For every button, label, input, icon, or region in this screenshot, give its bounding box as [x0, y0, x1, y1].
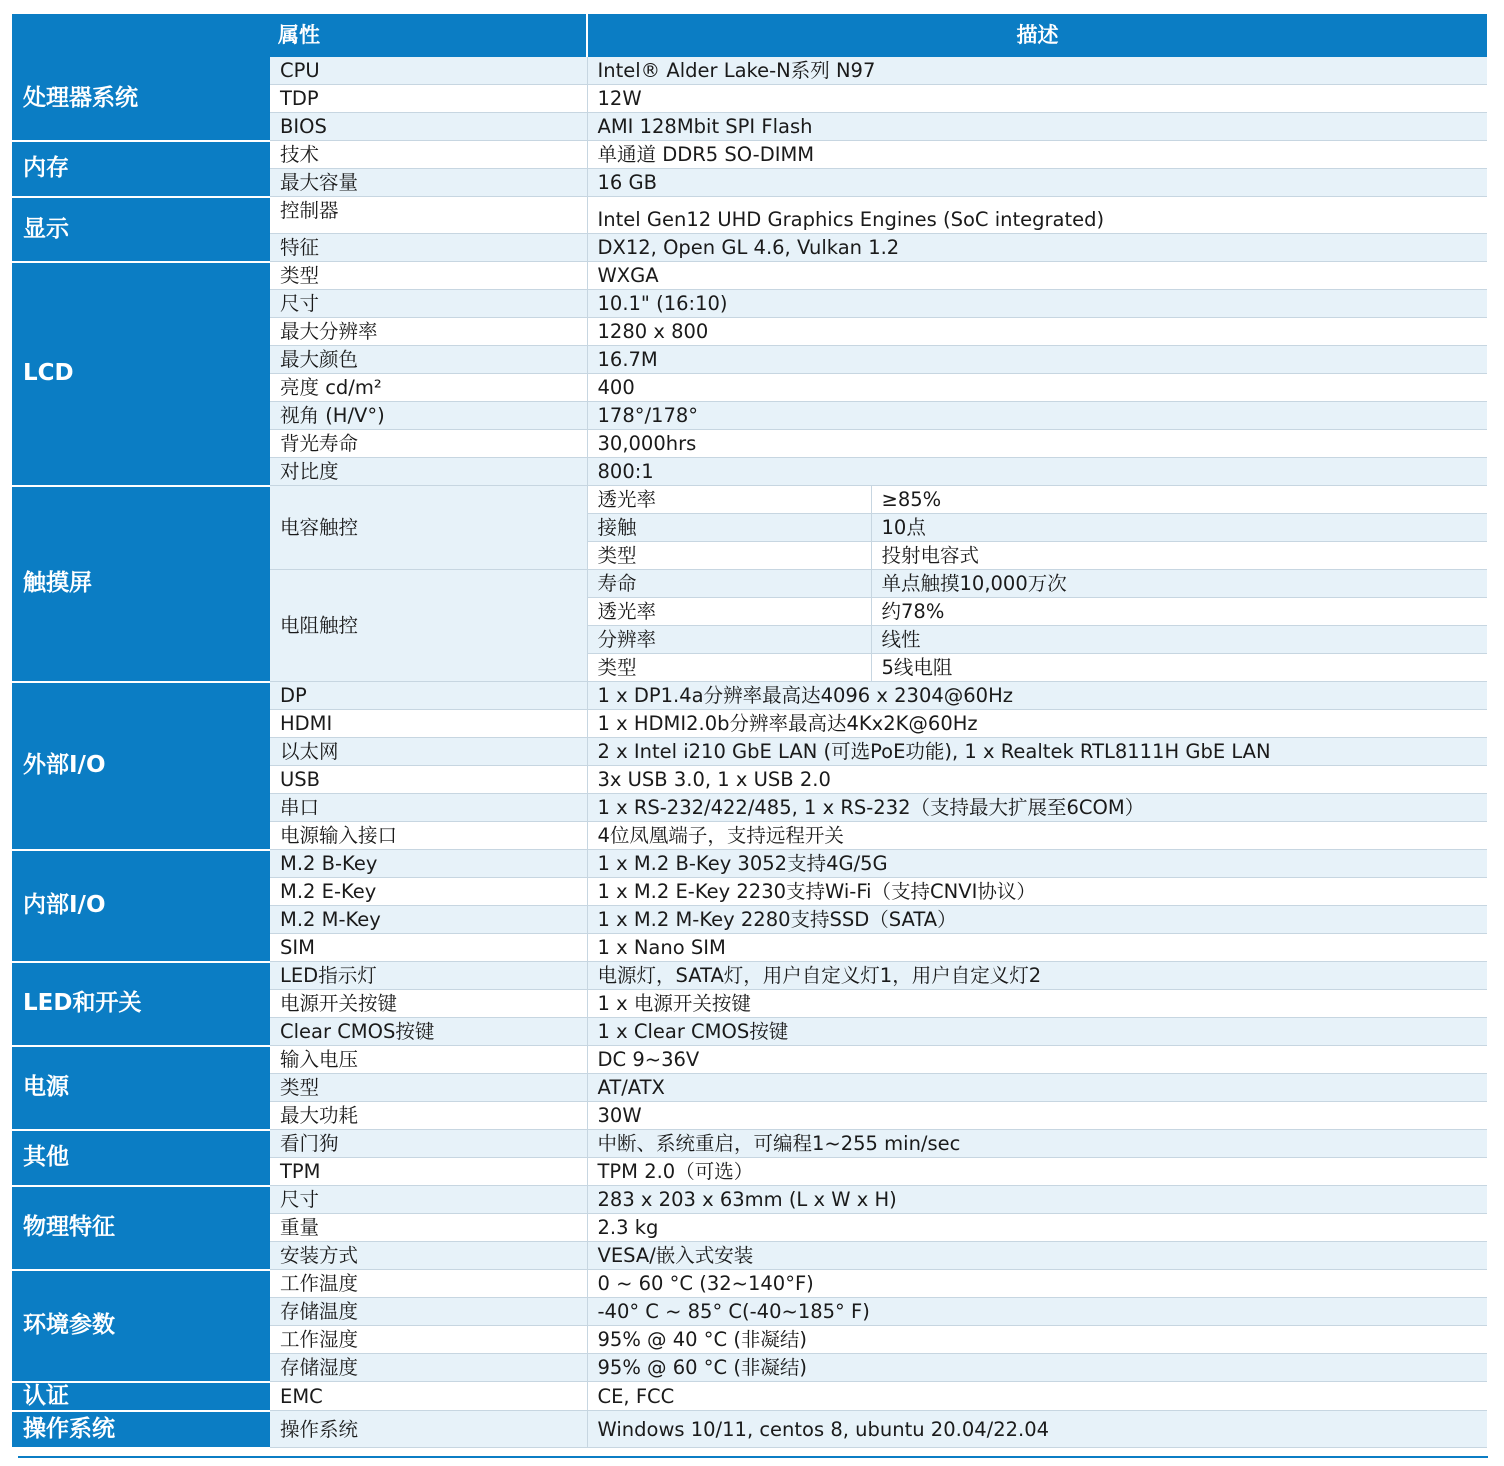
- table-row: [12, 486, 1487, 514]
- header-desc: 描述: [587, 14, 1487, 57]
- attr-label: 控制器: [270, 197, 587, 234]
- subgroup-label: 电容触控: [270, 486, 587, 570]
- attr-value: 1 x HDMI2.0b分辨率最高达4Kx2K@60Hz: [587, 710, 1487, 738]
- table-row: [12, 1130, 1487, 1158]
- table-row: [12, 1270, 1487, 1298]
- attr-value: Intel® Alder Lake-N系列 N97: [587, 57, 1487, 85]
- subgroup-label: 电阻触控: [270, 570, 587, 682]
- group-label: 内存: [12, 141, 270, 197]
- group-label: 其他: [12, 1130, 270, 1186]
- attr-label: DP: [270, 682, 587, 710]
- attr-value: 3x USB 3.0, 1 x USB 2.0: [587, 766, 1487, 794]
- bottom-rule: [18, 1456, 1488, 1458]
- sub-value: 约78%: [871, 598, 1487, 626]
- attr-label: 电源输入接口: [270, 822, 587, 850]
- attr-value: Intel Gen12 UHD Graphics Engines (SoC integrated): [587, 197, 1487, 234]
- group-label: 物理特征: [12, 1186, 270, 1270]
- attr-label: 重量: [270, 1214, 587, 1242]
- attr-label: 工作温度: [270, 1270, 587, 1298]
- attr-value: 1 x DP1.4a分辨率最高达4096 x 2304@60Hz: [587, 682, 1487, 710]
- attr-label: 安装方式: [270, 1242, 587, 1270]
- attr-label: 尺寸: [270, 290, 587, 318]
- attr-value: 178°/178°: [587, 402, 1487, 430]
- attr-value: 1 x M.2 E-Key 2230支持Wi-Fi（支持CNVI协议）: [587, 878, 1487, 906]
- group-label: 显示: [12, 197, 270, 262]
- attr-value: CE, FCC: [587, 1382, 1487, 1411]
- sub-key: 类型: [587, 542, 871, 570]
- attr-label: BIOS: [270, 113, 587, 141]
- attr-label: 存储温度: [270, 1298, 587, 1326]
- attr-label: EMC: [270, 1382, 587, 1411]
- attr-value: AMI 128Mbit SPI Flash: [587, 113, 1487, 141]
- attr-label: M.2 E-Key: [270, 878, 587, 906]
- sub-key: 寿命: [587, 570, 871, 598]
- attr-value: DC 9~36V: [587, 1046, 1487, 1074]
- attr-value: 95% @ 40 °C (非凝结): [587, 1326, 1487, 1354]
- sub-value: 单点触摸10,000万次: [871, 570, 1487, 598]
- attr-value: AT/ATX: [587, 1074, 1487, 1102]
- header-attr: 属性: [12, 14, 587, 57]
- group-label: LCD: [12, 262, 270, 486]
- sub-key: 透光率: [587, 598, 871, 626]
- group-label: LED和开关: [12, 962, 270, 1046]
- attr-value: Windows 10/11, centos 8, ubuntu 20.04/22.04: [587, 1411, 1487, 1448]
- table-row: [12, 1411, 1487, 1448]
- attr-label: 亮度 cd/m²: [270, 374, 587, 402]
- attr-value: 电源灯，SATA灯，用户自定义灯1，用户自定义灯2: [587, 962, 1487, 990]
- attr-label: 存储湿度: [270, 1354, 587, 1382]
- table-row: [12, 1186, 1487, 1214]
- attr-value: 2.3 kg: [587, 1214, 1487, 1242]
- attr-value: 16.7M: [587, 346, 1487, 374]
- sub-key: 分辨率: [587, 626, 871, 654]
- attr-label: HDMI: [270, 710, 587, 738]
- attr-label: 最大颜色: [270, 346, 587, 374]
- group-label: 认证: [12, 1382, 270, 1411]
- attr-label: M.2 B-Key: [270, 850, 587, 878]
- attr-value: 4位凤凰端子，支持远程开关: [587, 822, 1487, 850]
- attr-label: 工作湿度: [270, 1326, 587, 1354]
- sub-value: 5线电阻: [871, 654, 1487, 682]
- table-row: [12, 141, 1487, 169]
- attr-value: VESA/嵌入式安装: [587, 1242, 1487, 1270]
- table-row: [12, 962, 1487, 990]
- attr-value: DX12, Open GL 4.6, Vulkan 1.2: [587, 234, 1487, 262]
- sub-value: ≥85%: [871, 486, 1487, 514]
- spec-table: [12, 14, 1487, 1449]
- attr-value: 1 x 电源开关按键: [587, 990, 1487, 1018]
- attr-label: Clear CMOS按键: [270, 1018, 587, 1046]
- attr-value: 1280 x 800: [587, 318, 1487, 346]
- attr-label: USB: [270, 766, 587, 794]
- sub-value: 线性: [871, 626, 1487, 654]
- attr-label: 类型: [270, 262, 587, 290]
- group-label: 电源: [12, 1046, 270, 1130]
- attr-label: 类型: [270, 1074, 587, 1102]
- attr-value: 单通道 DDR5 SO-DIMM: [587, 141, 1487, 169]
- sub-key: 类型: [587, 654, 871, 682]
- attr-value: 283 x 203 x 63mm (L x W x H): [587, 1186, 1487, 1214]
- attr-label: TPM: [270, 1158, 587, 1186]
- spec-body: [12, 57, 1487, 1448]
- attr-label: 最大容量: [270, 169, 587, 197]
- attr-value: 16 GB: [587, 169, 1487, 197]
- attr-label: 看门狗: [270, 1130, 587, 1158]
- attr-value: 30W: [587, 1102, 1487, 1130]
- group-label: 触摸屏: [12, 486, 270, 682]
- attr-value: 0 ~ 60 °C (32~140°F): [587, 1270, 1487, 1298]
- attr-value: 2 x Intel i210 GbE LAN (可选PoE功能), 1 x Realtek RTL8111H GbE LAN: [587, 738, 1487, 766]
- attr-label: SIM: [270, 934, 587, 962]
- sub-key: 接触: [587, 514, 871, 542]
- attr-value: 30,000hrs: [587, 430, 1487, 458]
- attr-value: 中断、系统重启，可编程1~255 min/sec: [587, 1130, 1487, 1158]
- attr-label: 电源开关按键: [270, 990, 587, 1018]
- attr-value: 10.1" (16:10): [587, 290, 1487, 318]
- table-row: [12, 850, 1487, 878]
- attr-label: 视角 (H/V°): [270, 402, 587, 430]
- attr-value: 1 x M.2 B-Key 3052支持4G/5G: [587, 850, 1487, 878]
- table-row: [12, 1382, 1487, 1411]
- attr-value: 1 x RS-232/422/485, 1 x RS-232（支持最大扩展至6COM）: [587, 794, 1487, 822]
- group-label: 环境参数: [12, 1270, 270, 1382]
- attr-value: 95% @ 60 °C (非凝结): [587, 1354, 1487, 1382]
- attr-label: 最大功耗: [270, 1102, 587, 1130]
- attr-label: 最大分辨率: [270, 318, 587, 346]
- attr-label: CPU: [270, 57, 587, 85]
- attr-label: M.2 M-Key: [270, 906, 587, 934]
- attr-label: 输入电压: [270, 1046, 587, 1074]
- attr-label: LED指示灯: [270, 962, 587, 990]
- attr-label: 技术: [270, 141, 587, 169]
- group-label: 外部I/O: [12, 682, 270, 850]
- sub-value: 10点: [871, 514, 1487, 542]
- attr-value: WXGA: [587, 262, 1487, 290]
- table-row: [12, 57, 1487, 85]
- group-label: 内部I/O: [12, 850, 270, 962]
- attr-value: 1 x Nano SIM: [587, 934, 1487, 962]
- attr-label: 特征: [270, 234, 587, 262]
- table-row: [12, 682, 1487, 710]
- table-row: [12, 197, 1487, 234]
- attr-value: 12W: [587, 85, 1487, 113]
- attr-value: -40° C ~ 85° C(-40~185° F): [587, 1298, 1487, 1326]
- table-row: [12, 262, 1487, 290]
- attr-label: 以太网: [270, 738, 587, 766]
- attr-label: 串口: [270, 794, 587, 822]
- table-row: [12, 1046, 1487, 1074]
- attr-value: 1 x Clear CMOS按键: [587, 1018, 1487, 1046]
- attr-value: 400: [587, 374, 1487, 402]
- sub-key: 透光率: [587, 486, 871, 514]
- attr-value: 1 x M.2 M-Key 2280支持SSD（SATA）: [587, 906, 1487, 934]
- attr-label: 尺寸: [270, 1186, 587, 1214]
- attr-label: 操作系统: [270, 1411, 587, 1448]
- group-label: 操作系统: [12, 1411, 270, 1448]
- table-header-row: [12, 14, 1487, 57]
- sub-value: 投射电容式: [871, 542, 1487, 570]
- attr-label: 对比度: [270, 458, 587, 486]
- attr-label: TDP: [270, 85, 587, 113]
- attr-value: 800:1: [587, 458, 1487, 486]
- attr-label: 背光寿命: [270, 430, 587, 458]
- group-label: 处理器系统: [12, 57, 270, 141]
- attr-value: TPM 2.0（可选）: [587, 1158, 1487, 1186]
